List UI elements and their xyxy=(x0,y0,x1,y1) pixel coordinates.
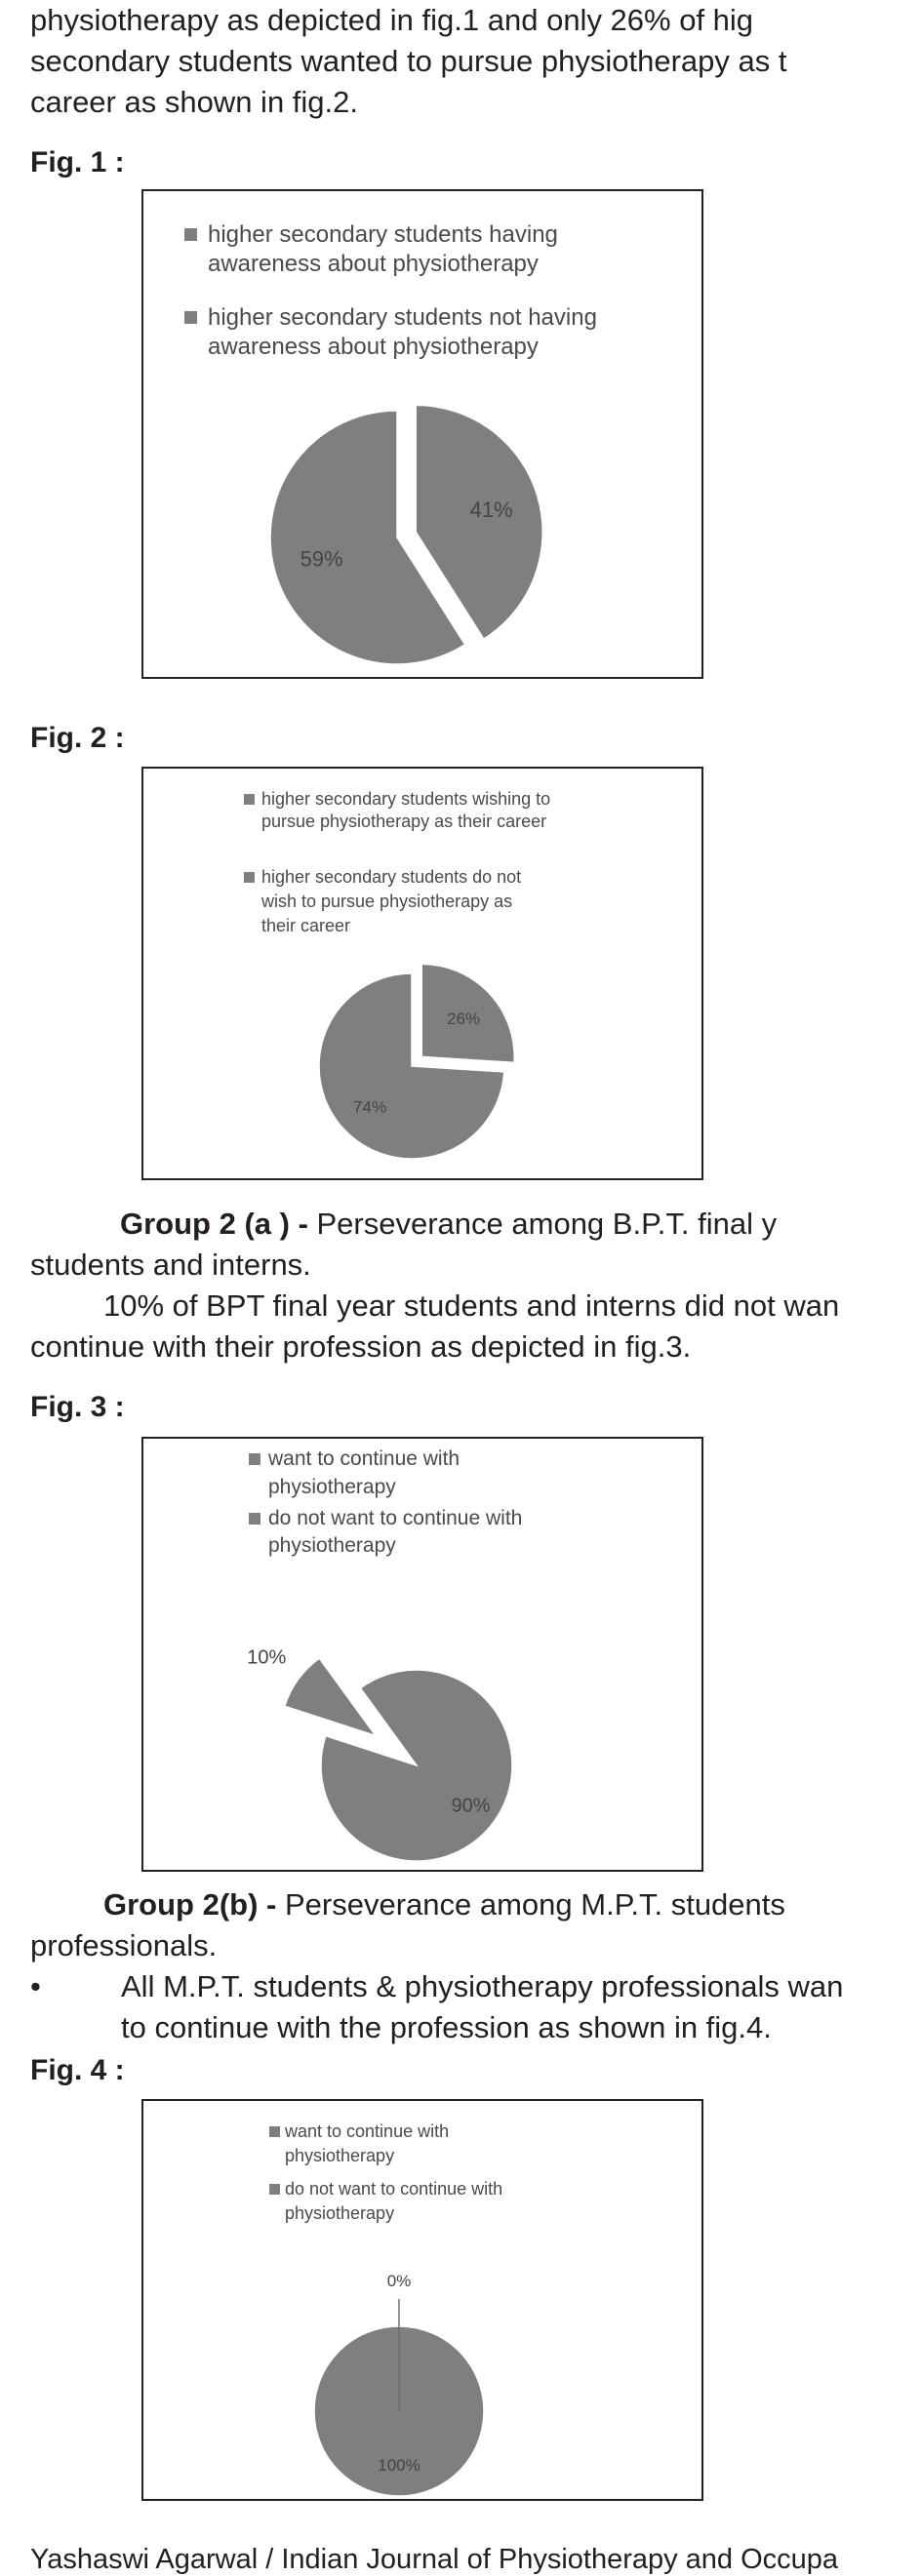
fig4-svg xyxy=(143,2101,701,2499)
fig4-label: Fig. 4 : xyxy=(30,2054,125,2086)
group2a-paragraph xyxy=(30,1204,921,1367)
fig2-legend-swatch-2 xyxy=(244,872,255,883)
fig1-legend-2-line-1: higher secondary students not having xyxy=(208,304,597,331)
footer-citation: Yashaswi Agarwal / Indian Journal of Physiotherapy and Occupa xyxy=(30,2544,839,2575)
fig2-value-label-1: 26% xyxy=(447,1010,481,1029)
fig3-pie xyxy=(285,1658,512,1861)
group2b-bullet-item xyxy=(121,1966,843,2048)
fig4-legend-swatch-1 xyxy=(269,2126,280,2137)
group2b-line-1-rest: Perseverance among M.P.T. students xyxy=(276,1887,785,1922)
intro-paragraph xyxy=(30,0,921,123)
fig2-label: Fig. 2 : xyxy=(30,722,125,754)
fig3-svg xyxy=(143,1439,701,1870)
fig2-legend-2-line-1: higher secondary students do not xyxy=(261,867,522,887)
fig2-legend-1-line-1: higher secondary students wishing to xyxy=(261,789,551,809)
group2a-line-4: continue with their profession as depicted in fig.3. xyxy=(30,1329,692,1364)
fig3-legend-2-line-1: do not want to continue with xyxy=(268,1507,523,1529)
fig2-chart xyxy=(141,767,703,1180)
fig3-legend-swatch-2 xyxy=(249,1513,260,1525)
fig3-value-label-2: 10% xyxy=(247,1646,287,1669)
fig3-label: Fig. 3 : xyxy=(30,1391,125,1423)
group2b-line-1 xyxy=(30,1884,921,1925)
fig1-pie xyxy=(270,405,542,664)
fig1-legend-swatch-1 xyxy=(184,228,197,241)
group2b-bullet-line-1: All M.P.T. students & physiotherapy professionals wan xyxy=(121,1969,844,2003)
fig3-pie-slice-1 xyxy=(321,1670,512,1861)
fig3-chart xyxy=(141,1437,703,1872)
group2a-line-1 xyxy=(30,1204,921,1245)
fig2-legend-swatch-1 xyxy=(244,794,255,805)
fig3-pie-slice-2 xyxy=(285,1658,376,1735)
fig2-legend-2-line-3: their career xyxy=(261,916,351,935)
fig3-value-label-1: 90% xyxy=(451,1795,491,1817)
fig2-legend-1-line-2: pursue physiotherapy as their career xyxy=(261,812,547,831)
fig3-legend-swatch-1 xyxy=(249,1453,260,1465)
fig2-svg xyxy=(143,769,701,1178)
group2b-line-2: professionals. xyxy=(30,1928,218,1962)
fig1-label: Fig. 1 : xyxy=(30,146,125,178)
group2b-bullet-line-2: to continue with the profession as shown in fig.4. xyxy=(121,2010,772,2044)
fig1-legend-1-line-1: higher secondary students having xyxy=(208,221,558,248)
group2a-line-2: students and interns. xyxy=(30,1248,311,1282)
group2b-paragraph xyxy=(30,1884,921,1966)
fig2-value-label-2: 74% xyxy=(353,1097,387,1117)
fig1-svg xyxy=(143,191,701,677)
intro-line-3: career as shown in fig.2. xyxy=(30,85,359,119)
fig4-legend-1-line-1: want to continue with xyxy=(285,2121,450,2141)
fig2-legend-2-line-2: wish to pursue physiotherapy as xyxy=(261,892,513,911)
fig3-legend-2-line-2: physiotherapy xyxy=(268,1534,396,1557)
group2a-line-1-rest: Perseverance among B.P.T. final y xyxy=(307,1207,778,1241)
group2b-heading: Group 2(b) - xyxy=(103,1887,277,1922)
fig1-legend-swatch-2 xyxy=(184,311,197,324)
fig4-legend-2-line-1: do not want to continue with xyxy=(285,2179,503,2199)
fig1-legend-2-line-2: awareness about physiotherapy xyxy=(208,334,539,360)
group2a-line-3: 10% of BPT final year students and interns did not wan xyxy=(103,1288,840,1323)
fig2-pie xyxy=(319,964,514,1159)
fig1-value-label-1: 41% xyxy=(469,496,513,522)
fig1-legend-1-line-2: awareness about physiotherapy xyxy=(208,251,539,277)
fig1-chart xyxy=(141,189,703,679)
fig4-chart xyxy=(141,2099,703,2501)
intro-line-1: physiotherapy as depicted in fig.1 and only 26% of hig xyxy=(30,3,754,37)
fig4-legend-swatch-2 xyxy=(269,2184,280,2195)
fig1-value-label-2: 59% xyxy=(300,546,343,572)
fig3-legend-1-line-2: physiotherapy xyxy=(268,1476,396,1498)
fig3-legend-1-line-1: want to continue with xyxy=(268,1447,460,1470)
fig4-legend-1-line-2: physiotherapy xyxy=(285,2146,395,2165)
bullet-marker: • xyxy=(30,1969,41,2003)
fig4-value-label-2: 0% xyxy=(386,2272,412,2290)
group2a-heading: Group 2 (a ) - xyxy=(120,1207,308,1241)
fig4-value-label-1: 100% xyxy=(378,2455,420,2475)
intro-line-2: secondary students wanted to pursue physiotherapy as t xyxy=(30,44,787,78)
fig4-legend-2-line-2: physiotherapy xyxy=(285,2203,395,2223)
